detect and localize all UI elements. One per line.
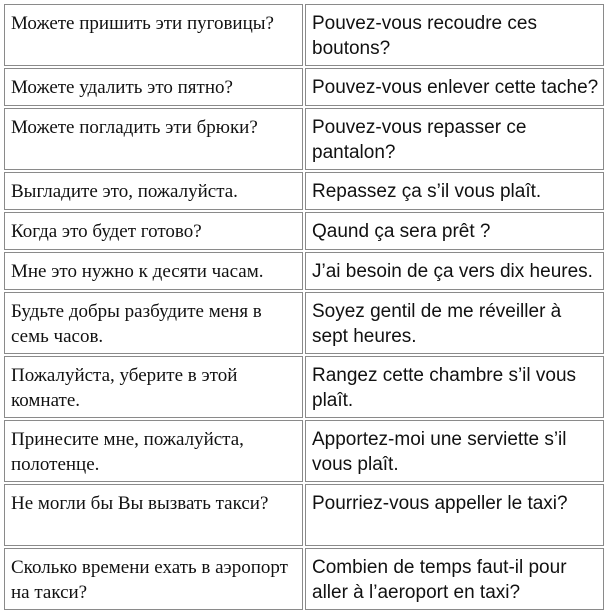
table-row bbox=[4, 420, 604, 482]
french-phrase-cell: Pouvez-vous enlever cette tache? bbox=[305, 68, 604, 106]
russian-phrase-cell: Пожалуйста, уберите в этой комнате. bbox=[4, 356, 303, 418]
russian-phrase-cell: Когда это будет готово? bbox=[4, 212, 303, 250]
russian-phrase-cell: Можете удалить это пятно? bbox=[4, 68, 303, 106]
french-phrase-cell: Pourriez-vous appeller le taxi? bbox=[305, 484, 604, 546]
table-row bbox=[4, 4, 604, 66]
russian-phrase-cell: Мне это нужно к десяти часам. bbox=[4, 252, 303, 290]
russian-phrase-cell: Сколько времени ехать в аэропорт на такси? bbox=[4, 548, 303, 610]
table-row bbox=[4, 548, 604, 610]
table-row bbox=[4, 172, 604, 210]
table-row bbox=[4, 292, 604, 354]
russian-phrase-cell: Можете пришить эти пуговицы? bbox=[4, 4, 303, 66]
table-row bbox=[4, 356, 604, 418]
table-row bbox=[4, 68, 604, 106]
russian-phrase-cell: Выгладите это, пожалуйста. bbox=[4, 172, 303, 210]
table-row bbox=[4, 252, 604, 290]
french-phrase-cell: Soyez gentil de me réveiller à sept heures. bbox=[305, 292, 604, 354]
russian-phrase-cell: Не могли бы Вы вызвать такси? bbox=[4, 484, 303, 546]
french-phrase-cell: Repassez ça s’il vous plaît. bbox=[305, 172, 604, 210]
table-row bbox=[4, 484, 604, 546]
french-phrase-cell: Rangez cette chambre s’il vous plaît. bbox=[305, 356, 604, 418]
russian-phrase-cell: Принесите мне, пожалуйста, полотенце. bbox=[4, 420, 303, 482]
french-phrase-cell: J’ai besoin de ça vers dix heures. bbox=[305, 252, 604, 290]
french-phrase-cell: Combien de temps faut-il pour aller à l’aeroport en taxi? bbox=[305, 548, 604, 610]
table-row bbox=[4, 212, 604, 250]
russian-phrase-cell: Можете погладить эти брюки? bbox=[4, 108, 303, 170]
russian-phrase-cell: Будьте добры разбудите меня в семь часов. bbox=[4, 292, 303, 354]
french-phrase-cell: Pouvez-vous repasser ce pantalon? bbox=[305, 108, 604, 170]
table-row bbox=[4, 108, 604, 170]
phrase-table bbox=[2, 2, 606, 612]
french-phrase-cell: Pouvez-vous recoudre ces boutons? bbox=[305, 4, 604, 66]
french-phrase-cell: Qaund ça sera prêt ? bbox=[305, 212, 604, 250]
french-phrase-cell: Apportez-moi une serviette s’il vous plaît. bbox=[305, 420, 604, 482]
